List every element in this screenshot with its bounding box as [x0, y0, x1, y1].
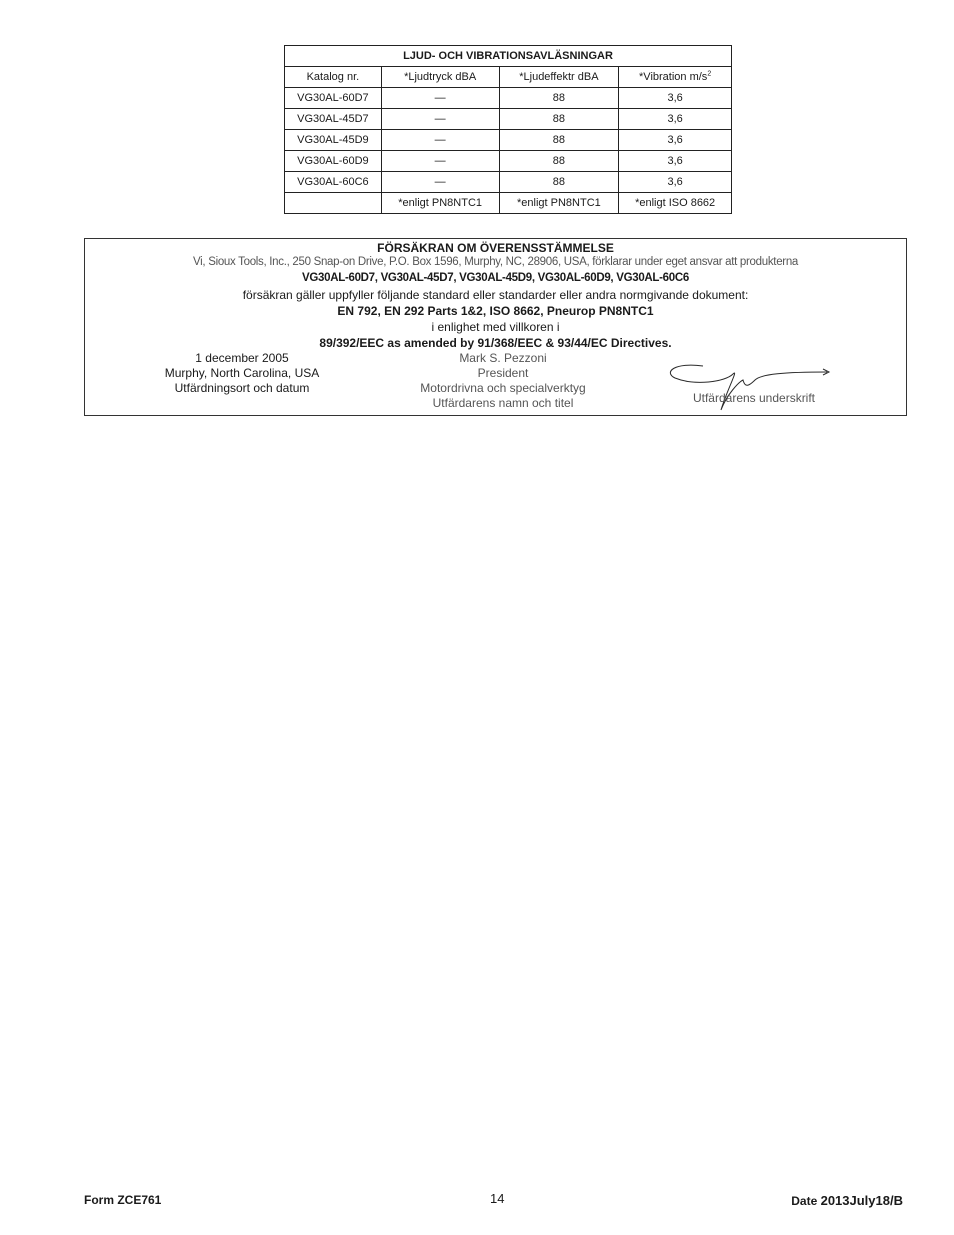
table-header-row: [285, 67, 732, 88]
table-cell: 3,6: [619, 88, 732, 109]
table-row: [285, 151, 732, 172]
place-date-label: Utfärdningsort och datum: [174, 381, 310, 395]
sound-vibration-table: [284, 45, 732, 214]
table-cell: 3,6: [619, 151, 732, 172]
declaration-title: FÖRSÄKRAN OM ÖVERENSSTÄMMELSE: [377, 241, 614, 255]
issuer-block: [383, 351, 623, 411]
form-number: Form ZCE761: [84, 1193, 162, 1207]
table-footnote-row: [285, 193, 732, 214]
table-row: [285, 109, 732, 130]
table-cell: 3,6: [619, 172, 732, 193]
table-cell: 88: [499, 130, 619, 151]
declaration-standards: EN 792, EN 292 Parts 1&2, ISO 8662, Pneurop PN8NTC1: [337, 304, 654, 318]
table-cell: VG30AL-60D9: [285, 151, 382, 172]
declaration-intro: Vi, Sioux Tools, Inc., 250 Snap-on Drive, P.O. Box 1596, Murphy, NC, 28906, USA, förklarar under eget ansvar att produkterna: [192, 256, 799, 268]
superscript: 2: [707, 70, 712, 78]
issuer-department: Motordrivna och specialverktyg: [420, 381, 586, 395]
table-title: LJUD- OCH VIBRATIONSAVLÄSNINGAR: [285, 46, 732, 67]
declaration-statement: försäkran gäller uppfyller följande standard eller standarder eller andra normgivande dokument:: [242, 288, 749, 302]
table-cell: [285, 193, 382, 214]
column-header: *Ljudeffektr dBA: [499, 67, 619, 88]
table-title-row: [285, 46, 732, 67]
date-label: Date: [791, 1194, 818, 1208]
column-header-text: *Vibration m/s: [639, 71, 708, 83]
date-value: 2013July18/B: [820, 1193, 903, 1208]
table-cell: 88: [499, 88, 619, 109]
issue-date: 1 december 2005: [195, 351, 289, 365]
document-date: [791, 1193, 903, 1208]
issuer-label: Utfärdarens namn och titel: [432, 396, 574, 410]
table-row: [285, 88, 732, 109]
table-footnote: *enligt PN8NTC1: [381, 193, 499, 214]
table-cell: 88: [499, 109, 619, 130]
signature-label: Utfärdarens underskrift: [692, 391, 816, 405]
table-cell: 88: [499, 172, 619, 193]
table-cell: —: [381, 172, 499, 193]
table-cell: —: [381, 88, 499, 109]
table-cell: VG30AL-45D7: [285, 109, 382, 130]
table-footnote: *enligt ISO 8662: [619, 193, 732, 214]
issuer-title: President: [477, 366, 529, 380]
table-cell: 3,6: [619, 130, 732, 151]
column-header: *Ljudtryck dBA: [381, 67, 499, 88]
place-date-block: [142, 351, 342, 396]
table-footnote: *enligt PN8NTC1: [499, 193, 619, 214]
table-row: [285, 130, 732, 151]
table-cell: —: [381, 130, 499, 151]
table-cell: VG30AL-45D9: [285, 130, 382, 151]
declaration-condition: i enlighet med villkoren i: [431, 320, 560, 334]
table-row: [285, 172, 732, 193]
table-cell: VG30AL-60D7: [285, 88, 382, 109]
table-cell: —: [381, 151, 499, 172]
table-cell: 88: [499, 151, 619, 172]
issue-place: Murphy, North Carolina, USA: [164, 366, 320, 380]
table-cell: —: [381, 109, 499, 130]
table-cell: 3,6: [619, 109, 732, 130]
column-header: [619, 67, 732, 88]
declaration-of-conformity: [84, 238, 907, 416]
declaration-models: VG30AL-60D7, VG30AL-45D7, VG30AL-45D9, VG30AL-60D9, VG30AL-60C6: [302, 272, 689, 284]
table-cell: VG30AL-60C6: [285, 172, 382, 193]
issuer-name: Mark S. Pezzoni: [459, 351, 547, 365]
page-number: 14: [490, 1191, 505, 1206]
column-header: Katalog nr.: [285, 67, 382, 88]
declaration-directives: 89/392/EEC as amended by 91/368/EEC & 93/44/EC Directives.: [319, 336, 672, 350]
